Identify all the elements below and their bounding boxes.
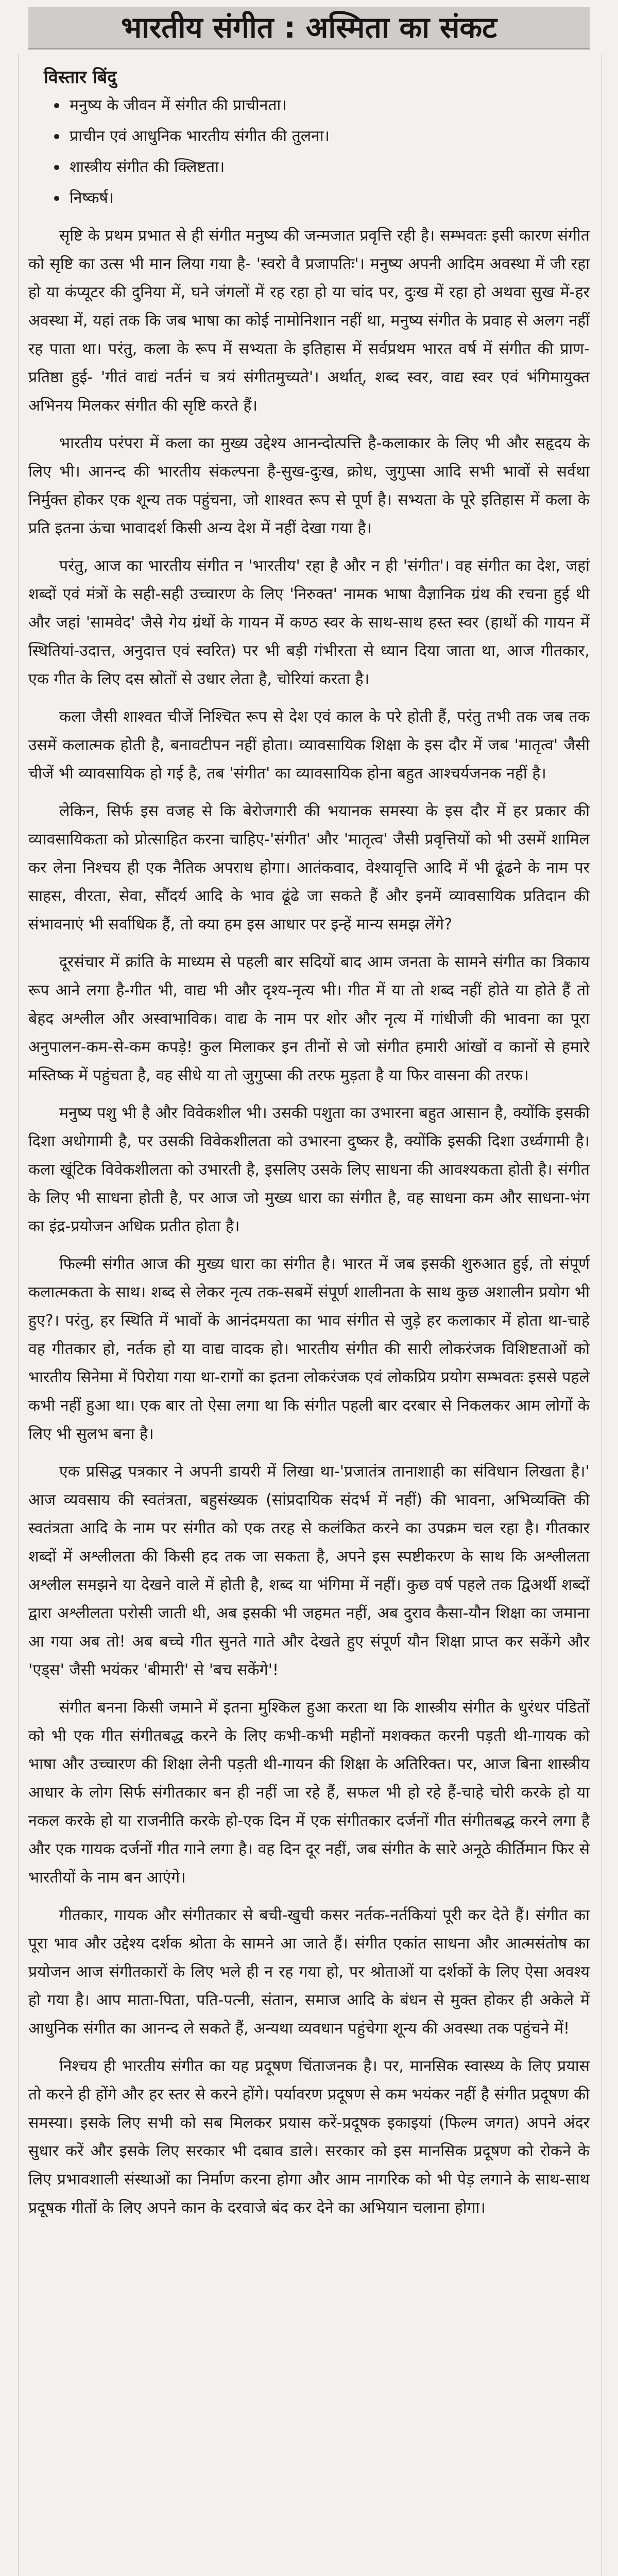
outline-item bbox=[54, 90, 330, 121]
outline-item-text: प्राचीन एवं आधुनिक भारतीय संगीत की तुलना। bbox=[70, 127, 330, 145]
page-title: भारतीय संगीत : अस्मिता का संकट bbox=[121, 11, 497, 45]
paragraph: निश्चय ही भारतीय संगीत का यह प्रदूषण चिंताजनक है। पर, मानसिक स्वास्थ्य के लिए प्रयास तो करने ही होंगे और हर स्तर से करने होंगे। पर्यावरण प्रदूषण से कम भयंकर नहीं है संगीत प्रदूषण की समस्या। इसके लिए सभी को सब मिलकर प्रयास करें-प्रदूषक इकाइयां (फिल्म जगत) अपने अंदर सुधार करें और इसके लिए सरकार भी दबाव डाले। सरकार को इस मानसिक प्रदूषण को रोकने के लिए प्रभावशाली संस्थाओं का निर्माण करना होगा और आम नागरिक को भी पेड़ लगाने के साथ-साथ प्रदूषक गीतों के लिए अपने कान के दरवाजे बंद कर देने का अभियान चलाना होगा। bbox=[28, 2057, 590, 2217]
title-banner bbox=[28, 7, 590, 49]
paragraph: गीतकार, गायक और संगीतकार से बची-खुची कसर नर्तक-नर्तकियां पूरी कर देते हैं। संगीत का पूरा भाव और उद्देश्य दर्शक श्रोता के सामने आ जाते हैं। संगीत एकांत साधना और आत्मसंतोष का प्रयोजन आज संगीतकारों के लिए भले ही न रह गया हो, पर श्रोताओं या दर्शकों के लिए ऐसा अवश्य हो गया है। आप माता-पिता, पति-पत्नी, संतान, समाज आदि के बंधन से मुक्त होकर ही अकेले में आधुनिक संगीत का आनन्द ले सकते हैं, अन्यथा व्यवधान पहुंचेगा शून्य की अवस्था तक पहुंचने में! bbox=[28, 1906, 590, 2038]
paragraph: सृष्टि के प्रथम प्रभात से ही संगीत मनुष्य की जन्मजात प्रवृत्ति रही है। सम्भवतः इसी कारण संगीत को सृष्टि का उत्स भी मान लिया गया है- 'स्वरो वै प्रजापतिः'। मनुष्य अपनी आदिम अवस्था में जी रहा हो या कंप्यूटर की दुनिया में, घने जंगलों में रह रहा हो या चांद पर, दुःख में रहा हो अथवा सुख में-हर अवस्था में, यहां तक कि जब भाषा का कोई नामोनिशान नहीं था, मनुष्य संगीत के प्रवाह से अलग नहीं रह पाता था। परंतु, कला के रूप में सभ्यता के इतिहास में सर्वप्रथम भारत वर्ष में संगीत की प्राण-प्रतिष्ठा हुई- 'गीतं वाद्यं नर्तनं च त्रयं संगीतमुच्यते'। अर्थात्, शब्द स्वर, वाद्य स्वर एवं भंगिमायुक्त अभिनय मिलकर संगीत की सृष्टि करते हैं। bbox=[28, 227, 590, 415]
outline-item bbox=[54, 183, 330, 214]
paragraph: मनुष्य पशु भी है और विवेकशील भी। उसकी पशुता का उभारना बहुत आसान है, क्योंकि इसकी दिशा अधोगामी है, पर उसकी विवेकशीलता को उभारना दुष्कर है, क्योंकि इसकी दिशा उर्ध्वगामी है। कला खूंटिक विवेकशीलता को उभारती है, इसलिए उसके लिए साधना की आवश्यकता होती है। संगीत के लिए भी साधना होती है, पर आज जो मुख्य धारा का संगीत है, वह साधना कम और साधना-भंग का इंद्र-प्रयोजन अधिक प्रतीत होता है। bbox=[28, 1104, 590, 1235]
paragraph: दूरसंचार में क्रांति के माध्यम से पहली बार सदियों बाद आम जनता के सामने संगीत का त्रिकाय रूप आने लगा है-गीत भी, वाद्य भी और दृश्य-नृत्य भी। गीत में या तो शब्द नहीं होते या होते हैं तो बेहद अश्लील और अस्वाभाविक। वाद्य के नाम पर शोर और नृत्य में गांधीजी की भावना का पूरा अनुपालन-कम-से-कम कपड़े! कुल मिलाकर इन तीनों से जो संगीत हमारी आंखों व कानों से हमारे मस्तिष्क में पहुंचता है, वह सीधे या तो जुगुप्सा की तरफ मुड़ता है या फिर वासना की तरफ। bbox=[28, 953, 590, 1084]
outline-item bbox=[54, 121, 330, 152]
outline-heading: विस्तार बिंदु bbox=[44, 67, 117, 88]
outline-list bbox=[54, 90, 330, 214]
bullet-icon bbox=[54, 103, 59, 108]
outline-item-text: निष्कर्ष। bbox=[70, 189, 114, 207]
essay-body bbox=[28, 222, 590, 2231]
paragraph: भारतीय परंपरा में कला का मुख्य उद्देश्य आनन्दोत्पत्ति है-कलाकार के लिए भी और सहृदय के लिए भी। आनन्द की भारतीय संकल्पना है-सुख-दुःख, क्रोध, जुगुप्सा आदि सभी भावों से सर्वथा निर्मुक्त होकर एक शून्य तक पहुंचना, जो शाश्वत रूप से पूर्ण है। सभ्यता के पूरे इतिहास में कला के प्रति इतना ऊंचा भावादर्श किसी अन्य देश में नहीं देखा गया है। bbox=[28, 434, 590, 537]
outline-item-text: शास्त्रीय संगीत की क्लिष्टता। bbox=[70, 158, 225, 176]
paragraph: कला जैसी शाश्वत चीजें निश्चित रूप से देश एवं काल के परे होती हैं, परंतु तभी तक जब तक उसमें कलात्मक होती है, बनावटीपन नहीं होता। व्यावसायिक शिक्षा के इस दौर में जब 'मातृत्व' जैसी चीजें भी व्यावसायिक हो गई है, तब 'संगीत' का व्यावसायिक होना बहुत आश्चर्यजनक नहीं है। bbox=[28, 708, 590, 783]
paragraph: लेकिन, सिर्फ इस वजह से कि बेरोजगारी की भयानक समस्या के इस दौर में हर प्रकार की व्यावसायिकता को प्रोत्साहित करना चाहिए-'संगीत' और 'मातृत्व' जैसी प्रवृत्तियों को भी उसमें शामिल कर लेना निश्चय ही एक नैतिक अपराध होगा। आतंकवाद, वेश्यावृत्ति आदि में भी ढूंढने के नाम पर साहस, वीरता, सेवा, सौंदर्य आदि के भाव ढूंढे जा सकते हैं और इनमें व्यावसायिक प्रतिदान की संभावनाएं भी सर्वाधिक हैं, तो क्या हम इस आधार पर इन्हें मान्य समझ लेंगे? bbox=[28, 802, 590, 934]
paragraph: संगीत बनना किसी जमाने में इतना मुश्किल हुआ करता था कि शास्त्रीय संगीत के धुरंधर पंडितों को भी एक गीत संगीतबद्ध करने के लिए कभी-कभी महीनों मशक्कत करनी पड़ती थी-गायक को भाषा और उच्चारण की शिक्षा लेनी पड़ती थी-गायन की शिक्षा के अतिरिक्त। पर, आज बिना शास्त्रीय आधार के लोग सिर्फ संगीतकार बन ही नहीं जा रहे हैं, सफल भी हो रहे हैं-चाहे चोरी करके हो या नकल करके हो या राजनीति करके हो-एक दिन में एक संगीतकार दर्जनों गीत संगीतबद्ध करने लगा है और एक गायक दर्जनों गीत गाने लगा है। वह दिन दूर नहीं, जब संगीत के सारे अनूठे कीर्तिमान फिर से भारतीयों के नाम बन आएंगे। bbox=[28, 1699, 590, 1887]
outline-item-text: मनुष्य के जीवन में संगीत की प्राचीनता। bbox=[70, 96, 287, 114]
bullet-icon bbox=[54, 165, 59, 170]
paragraph: एक प्रसिद्ध पत्रकार ने अपनी डायरी में लिखा था-'प्रजातंत्र तानाशाही का संविधान लिखता है।' आज व्यवसाय की स्वतंत्रता, बहुसंख्यक (सांप्रदायिक संदर्भ में नहीं) की भावना, अभिव्यक्ति की स्वतंत्रता आदि के नाम पर संगीत को एक तरह से कलंकित करने का उपक्रम चल रहा है। गीतकार शब्दों में अश्लीलता की किसी हद तक जा सकता है, अपने इस स्पष्टीकरण के साथ कि अश्लीलता अश्लील समझने या देखने वाले में होती है, शब्द या भंगिमा में नहीं। कुछ वर्ष पहले तक द्विअर्थी शब्दों द्वारा अश्लीलता परोसी जाती थी, अब इसकी भी जहमत नहीं, अब दुराव कैसा-यौन शिक्षा का जमाना आ गया अब तो! अब बच्चे गीत सुनते गाते और देखते हुए संपूर्ण यौन शिक्षा प्राप्त कर सकेंगे और 'एड्स' जैसी भयंकर 'बीमारी' से 'बच सकेंगे'! bbox=[28, 1463, 590, 1679]
left-margin-rule bbox=[18, 54, 19, 2576]
paragraph: परंतु, आज का भारतीय संगीत न 'भारतीय' रहा है और न ही 'संगीत'। वह संगीत का देश, जहां शब्दों एवं मंत्रों के सही-सही उच्चारण के लिए 'निरुक्त' नामक भाषा वैज्ञानिक ग्रंथ की रचना हुई थी और जहां 'सामवेद' जैसे गेय ग्रंथों के गायन में कण्ठ स्वर के साथ-साथ हस्त स्वर (हाथों की गायन में स्थितियां-उदात्त, अनुदात्त एवं स्वरित) पर भी बड़ी गंभीरता से ध्यान दिया जाता था, आज गीतकार, एक गीत के लिए दस स्रोतों से उधार लेता है, चोरियां करता है। bbox=[28, 557, 590, 688]
outline-item bbox=[54, 152, 330, 183]
paragraph: फिल्मी संगीत आज की मुख्य धारा का संगीत है। भारत में जब इसकी शुरुआत हुई, तो संपूर्ण कलात्मकता के साथ। शब्द से लेकर नृत्य तक-सबमें संपूर्ण शालीनता के साथ कुछ अशालीन प्रयोग भी हुए?। परंतु, हर स्थिति में भावों के आनंदमयता का भाव संगीत से जुड़े हर कलाकार में होता था-चाहे वह गीतकार हो, नर्तक हो या वाद्य वादक हो। भारतीय संगीत की सारी लोकरंजक विशिष्टताओं को भारतीय सिनेमा में पिरोया गया था-रागों का इतना लोकरंजक एवं लोकप्रिय प्रयोग सम्भवतः इससे पहले कभी नहीं हुआ था। एक बार तो ऐसा लगा था कि संगीत पहली बार दरबार से निकलकर आम लोगों के लिए भी सुलभ बना है। bbox=[28, 1255, 590, 1443]
bullet-icon bbox=[54, 196, 59, 201]
bullet-icon bbox=[54, 134, 59, 139]
